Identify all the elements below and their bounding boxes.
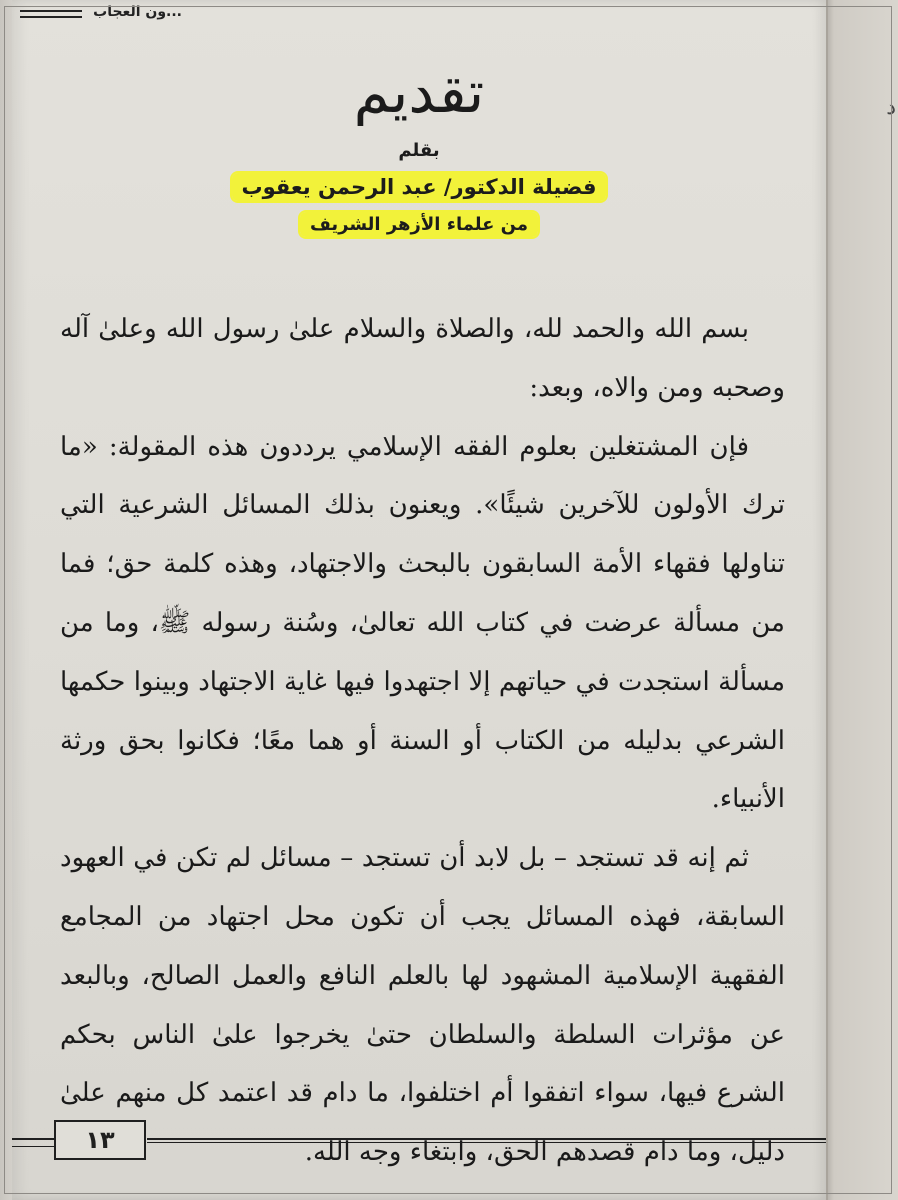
author-line: [12, 175, 826, 199]
page-number-box: [54, 1120, 146, 1160]
paragraph: فإن المشتغلين بعلوم الفقه الإسلامي يرددون هذه المقولة: «ما ترك الأولون للآخرين شيئًا». ويعنون بذلك المسائل الشرعية التي تناولها فقهاء الأمة السابقون بالبحث والاجتهاد، وهذه كلمة حق؛ فما من مسألة عرضت في كتاب الله تعالىٰ، وسُنة رسوله ﷺ، وما من مسألة استجدت في حياتهم إلا اجتهدوا فيها غاية الاجتهاد وبينوا حكمها الشرعي بدليله من الكتاب أو السنة أو هما معًا؛ فكانوا بحق ورثة الأنبياء.: [60, 431, 785, 815]
adjacent-page-edge: [826, 0, 898, 1200]
byline: بقلم: [398, 140, 440, 161]
page-number: ١٣: [85, 1126, 115, 1154]
affiliation-highlighted: من علماء الأزهر الشريف: [300, 212, 538, 237]
running-head: ...ون العجاب: [93, 4, 182, 20]
footer-rule-left: [12, 1138, 54, 1147]
adjacent-page-text: د: [886, 95, 896, 120]
body-text: [60, 300, 785, 1182]
paragraph: بسم الله والحمد لله، والصلاة والسلام علىٰ رسول الله وعلىٰ آله وصحبه ومن والاه، وبعد:: [60, 314, 785, 403]
paragraph: ثم إنه قد تستجد – بل لابد أن تستجد – مسائل لم تكن في العهود السابقة، فهذه المسائل يجب أن تكون محل اجتهاد من المجامع الفقهية الإسلامية المشهود لها بالعلم النافع والعمل الصالح، وبالبعد عن مؤثرات السلطة والسلطان حتىٰ يخرجوا علىٰ الناس بحكم الشرع فيها، سواء اتفقوا أم اختلفوا، ما دام قد اعتمد كل منهم علىٰ دليل، وما دام قصدهم الحق، وابتغاء وجه الله.: [60, 843, 785, 1168]
page-title: تقديم: [353, 58, 485, 126]
footer-rule-thin: [147, 1142, 826, 1143]
author-name-highlighted: فضيلة الدكتور/ عبد الرحمن يعقوب: [232, 173, 607, 201]
running-head-rule: [20, 10, 82, 18]
book-page: [12, 0, 826, 1200]
affiliation-line: [12, 214, 826, 235]
footer-rule: [147, 1138, 826, 1140]
page-footer: [12, 1120, 826, 1160]
